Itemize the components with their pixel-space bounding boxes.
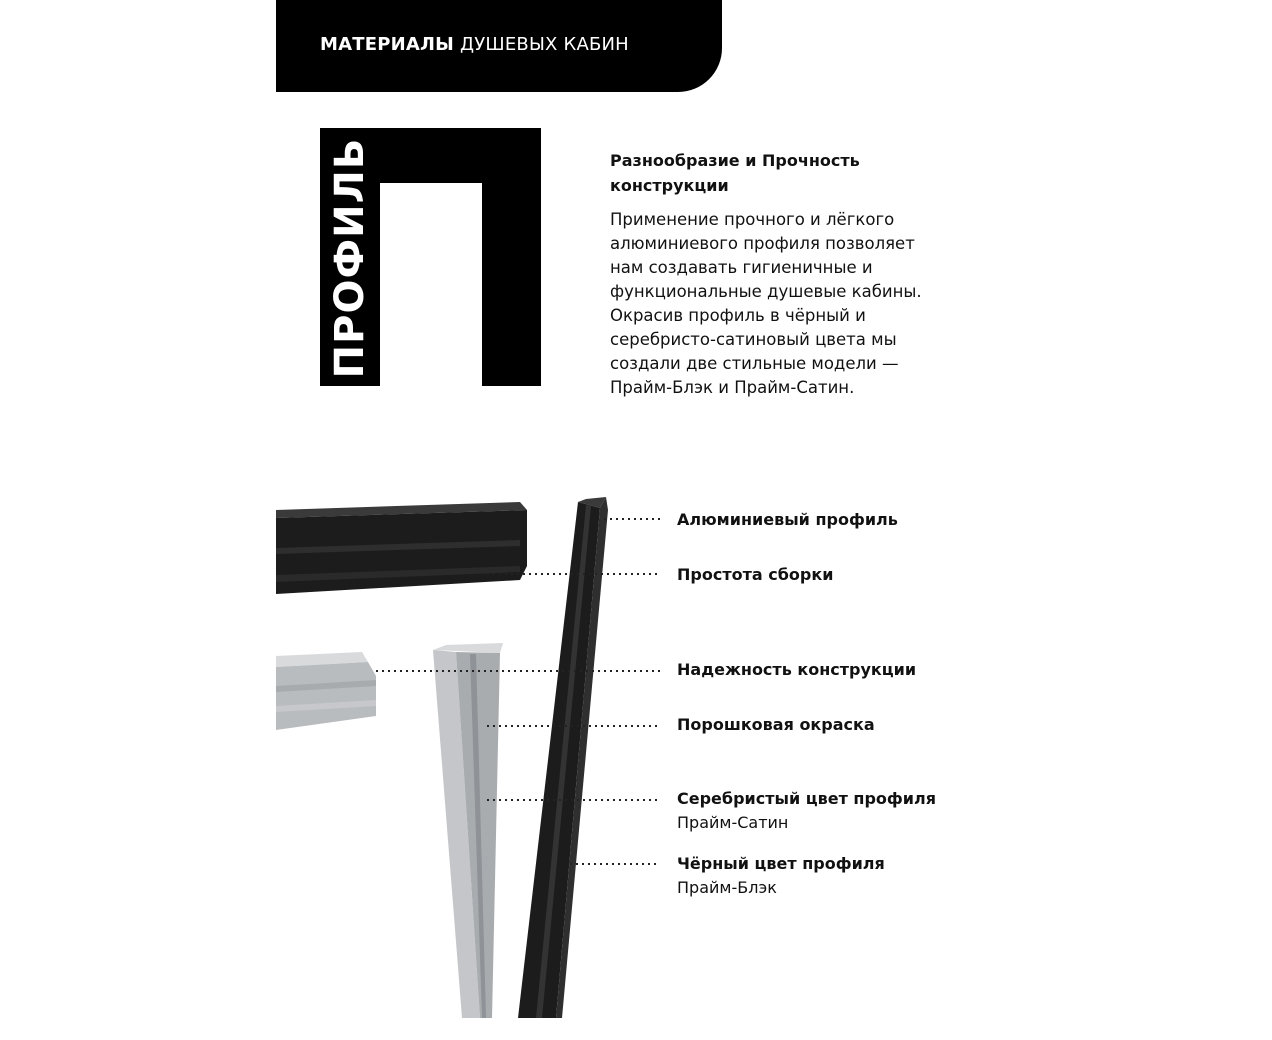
callout-title: Серебристый цвет профиля [677, 789, 936, 808]
black-horizontal-profile [276, 502, 527, 594]
callout-aluminium-profile [677, 508, 898, 532]
intro-body-line: нам создавать гигиеничные и [610, 258, 873, 277]
intro-heading-line: Разнообразие и Прочность [610, 151, 860, 170]
callout-title: Алюминиевый профиль [677, 510, 898, 529]
intro-body-line: серебристо-сатиновый цвета мы [610, 330, 897, 349]
callout-title: Чёрный цвет профиля [677, 854, 885, 873]
callout-subtitle: Прайм-Блэк [677, 878, 777, 897]
callout-title: Порошковая окраска [677, 715, 875, 734]
callout-easy-assembly [677, 563, 833, 587]
intro-heading-line: конструкции [610, 176, 729, 195]
silver-vertical-profile [433, 643, 503, 1018]
callout-powder-coating [677, 713, 875, 737]
black-vertical-profile [518, 497, 608, 1018]
intro-body-line: Прайм-Блэк и Прайм-Сатин. [610, 378, 855, 397]
vertical-section-title: ПРОФИЛЬ [327, 137, 373, 379]
silver-horizontal-profile [276, 652, 376, 730]
callout-silver-color [677, 787, 936, 835]
intro-body-line: Применение прочного и лёгкого [610, 210, 895, 229]
header-title-rest: ДУШЕВЫХ КАБИН [459, 34, 629, 55]
callout-reliability [677, 658, 916, 682]
intro-body-line: Окрасив профиль в чёрный и [610, 306, 866, 325]
callout-subtitle: Прайм-Сатин [677, 813, 789, 832]
header-title-bold: МАТЕРИАЛЫ [320, 34, 455, 55]
intro-body-line: функциональные душевые кабины. [610, 282, 922, 301]
intro-body-line: создали две стильные модели — [610, 354, 899, 373]
callout-title: Простота сборки [677, 565, 834, 584]
callout-title: Надежность конструкции [677, 660, 917, 679]
callout-black-color [677, 852, 885, 900]
intro-body-line: алюминиевого профиля позволяет [610, 234, 915, 253]
